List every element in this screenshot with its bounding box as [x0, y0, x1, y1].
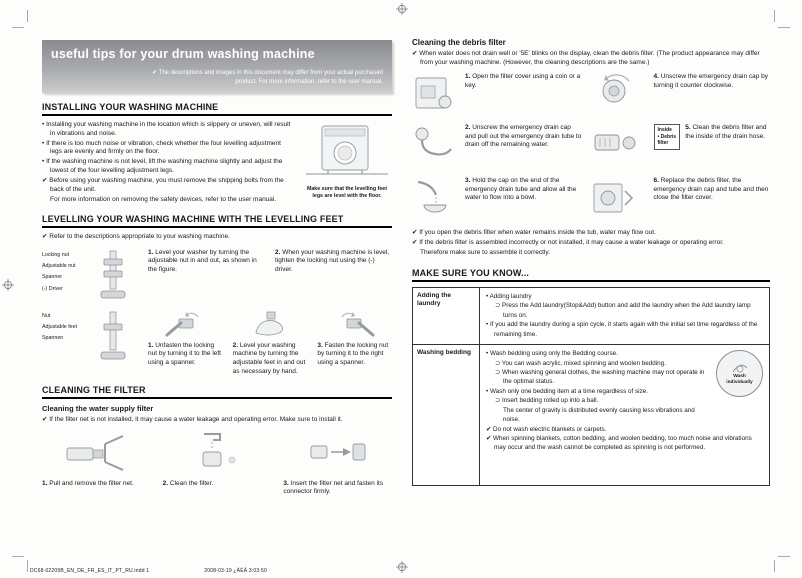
- step-number: 1.: [148, 341, 154, 349]
- diagram-labels: [42, 249, 92, 297]
- filter-step-caption: [283, 480, 392, 497]
- text-line: ⊃ Press the Add laundry(Stop&Add) button and add the laundry when the Add laundry lamp turns on.: [495, 302, 751, 319]
- step-number: 1.: [42, 479, 48, 487]
- adjustable-nut-diagram: [42, 249, 138, 303]
- crop-mark: [774, 560, 775, 572]
- diagram-labels: [42, 310, 92, 347]
- diagram-label: (-) Driver: [42, 285, 63, 292]
- drain-into-bowl-illustration: [412, 177, 456, 221]
- header-banner: [42, 40, 392, 93]
- step-text: Unfasten the locking nut by turning it to the left using a spanner.: [148, 341, 221, 366]
- footer-timestamp: 2008-03-19 ¿ÀÈÄ 3:03:50: [204, 568, 267, 574]
- crop-mark: [12, 27, 24, 28]
- step-text: When your washing machine is level, tighten the locking nut using the (-) driver.: [275, 248, 390, 273]
- step-text: Clean the debris filter and the inside of the drain hose.: [685, 124, 767, 140]
- diagram-label: Nut: [42, 312, 51, 319]
- levelling-heading: LEVELLING YOUR WASHING MACHINE WITH THE LEVELLING FEET: [42, 214, 392, 228]
- crop-mark: [27, 10, 28, 22]
- adjustable-feet-diagram: [42, 310, 138, 364]
- text-line: ⊃ Insert bedding rolled up into a ball.: [495, 397, 599, 405]
- levelling-row-1: [42, 249, 392, 303]
- step-text: Level your washing machine by turning the adjustable feet in and out as necessary by hand.: [232, 341, 306, 375]
- levelling-step: [233, 310, 308, 376]
- step-number: 3.: [465, 177, 471, 185]
- text-line: The center of gravity is distributed evenly causing less vibrations and noise.: [503, 406, 695, 424]
- inside-label-line: Inside: [657, 127, 672, 134]
- step-text: Pull and remove the filter net.: [49, 479, 134, 487]
- diagram-label: Spanner: [42, 274, 63, 281]
- step-text: Unscrew the emergency drain cap and pull out the emergency drain tube to drain off the remaining water.: [465, 124, 582, 149]
- cleaning-filter-heading: CLEANING THE FILTER: [42, 385, 392, 399]
- step-number: 1.: [465, 73, 471, 81]
- step-text: Hold the cap on the end of the emergency drain tube and allow all the water to flow into a bowl.: [465, 177, 577, 202]
- washing-machine-illustration: [304, 121, 390, 179]
- rolled-bedding-icon: [731, 362, 749, 374]
- row-content: [480, 288, 769, 344]
- text-line: • Wash bedding using only the Bedding course.: [486, 350, 618, 358]
- step-number: 3.: [317, 341, 323, 349]
- table-row: [413, 345, 769, 485]
- filter-step: [283, 431, 392, 497]
- inside-debris-filter-label: [654, 124, 681, 150]
- crop-mark: [774, 10, 775, 22]
- registration-mark-icon: [2, 279, 14, 291]
- debris-step: [654, 124, 771, 150]
- debris-warning: ✔ If you open the debris filter when water remains inside the tub, water may flow out.: [412, 229, 656, 237]
- debris-filter-note: ✔ When water does not drain well or '5E' blinks on the display, clean the debris filter. (The product appearance may differ from your washing machine. (However, the cleaning descriptions are the same.): [412, 50, 760, 66]
- installing-section: [42, 121, 392, 205]
- step-text: Unscrew the emergency drain cap by turning it counter clockwise.: [653, 73, 769, 89]
- inside-label-line: • Debris: [657, 133, 677, 140]
- installing-bullet: • If the washing machine is not level, lift the washing machine slightly and adjust the lowest of the four levelling adjustment legs.: [42, 158, 283, 174]
- step-text: Open the filter cover using a coin or a key.: [465, 73, 581, 89]
- crop-mark: [778, 27, 790, 28]
- debris-step: [654, 73, 771, 90]
- levelling-row-2: [42, 310, 392, 376]
- step-number: 2.: [275, 248, 281, 256]
- crop-mark: [778, 556, 790, 557]
- debris-step: [465, 73, 582, 90]
- text-line: • Adding laundry: [486, 292, 532, 300]
- step-number: 3.: [283, 479, 289, 487]
- diagram-label: Adjustable nut: [42, 263, 76, 270]
- page-title: useful tips for your drum washing machine: [51, 47, 315, 61]
- leg-bolt-illustration: [96, 249, 130, 303]
- step-text: Insert the filter net and fasten its connector firmly.: [283, 479, 384, 496]
- replace-filter-illustration: [589, 177, 639, 221]
- footer-filename: DC68-02209B_EN_DE_FR_ES_IT_PT_RU.indd 1: [30, 568, 150, 574]
- step-number: 6.: [653, 177, 659, 185]
- step-number: 2.: [465, 124, 471, 132]
- levelling-step: [275, 249, 392, 275]
- text-line: • If you add the laundry during a spin cycle, it starts again with the initial set time regardless of the remaining time.: [486, 321, 758, 338]
- filter-step-caption: [42, 480, 151, 489]
- water-filter-steps: [42, 431, 392, 497]
- row-content: [480, 345, 769, 485]
- row-label: Washing bedding: [413, 345, 480, 485]
- washer-caption: Make sure that the levelling feet legs are level with the floor.: [306, 186, 388, 199]
- step-number: 2.: [162, 479, 169, 487]
- badge-label: Wash individually: [726, 373, 753, 385]
- spanner-turn-left-illustration: [160, 310, 210, 338]
- filter-step: [42, 431, 151, 497]
- leg-foot-illustration: [96, 310, 130, 364]
- installing-note-continued: For more information on removing the safety devices, refer to the user manual.: [50, 195, 277, 203]
- debris-step: [465, 177, 582, 203]
- print-footer: [30, 568, 267, 574]
- levelling-step: [148, 249, 265, 275]
- step-number: 4.: [653, 73, 659, 81]
- debris-filter-heading: Cleaning the debris filter: [412, 38, 506, 47]
- hand-adjust-illustration: [248, 310, 292, 338]
- levelling-step: [317, 310, 392, 368]
- unscrew-cap-illustration: [589, 73, 639, 113]
- diagram-label: Adjustable feet: [42, 324, 78, 331]
- registration-mark-icon: [396, 3, 408, 15]
- row-label: Adding the laundry: [413, 288, 480, 344]
- step-text: Clean the filter.: [169, 479, 214, 487]
- levelling-step: [148, 310, 223, 368]
- filter-step: [163, 431, 272, 497]
- step-number: 1.: [148, 248, 154, 256]
- installing-bullet: • If there is too much noise or vibration, check whether the four levelling adjustment legs are evenly and firmly on the floor.: [42, 139, 281, 156]
- make-sure-table: [412, 287, 770, 486]
- clean-filter-illustration: [182, 431, 252, 475]
- drain-tube-illustration: [412, 124, 456, 166]
- text-line: • Wash only one bedding item at a time regardless of size.: [486, 387, 648, 395]
- table-row: [413, 288, 769, 345]
- header-note: ✔ The descriptions and images in this document may differ from your actual purchased product. For more information, refer to the user manual.: [152, 70, 383, 85]
- washer-figure: [302, 121, 392, 200]
- left-column: [42, 40, 392, 497]
- crop-mark: [27, 560, 28, 572]
- step-text: Replace the debris filter, the emergency drain cap and tube and then close the filter cover.: [653, 177, 769, 202]
- debris-warning-continued: Therefore make sure to assemble it correctly.: [420, 249, 550, 257]
- clean-debris-filter-illustration: [589, 124, 639, 164]
- diagram-label: Locking nut: [42, 251, 70, 258]
- text-line: ✔ Do not wash electric blankets or carpets.: [486, 425, 607, 433]
- crop-mark: [12, 556, 24, 557]
- pull-filter-net-illustration: [61, 431, 131, 475]
- make-sure-heading: MAKE SURE YOU KNOW...: [412, 268, 770, 282]
- text-line: ✔ When spinning blankets, cotton bedding, and woolen bedding, too much noise and vibrations may occur and the wash cannot be completed as spinning is not performed.: [486, 435, 752, 452]
- wash-individually-badge: [716, 350, 763, 397]
- registration-mark-icon: [396, 561, 408, 573]
- levelling-note: ✔ Refer to the descriptions appropriate to your washing machine.: [42, 233, 230, 241]
- text-line: ⊃ When washing general clothes, the washing machine may not operate in the optimal status.: [495, 368, 705, 386]
- water-filter-note: ✔ If the filter net is not installed, it may cause a water leakage and operating error. Make sure to install it.: [42, 416, 343, 424]
- debris-filter-steps: [412, 73, 770, 221]
- installing-heading: INSTALLING YOUR WASHING MACHINE: [42, 102, 392, 116]
- installing-note: ✔ Before using your washing machine, you must remove the shipping bolts from the back of the unit.: [42, 176, 284, 193]
- debris-step: [654, 177, 771, 203]
- water-filter-subheading: Cleaning the water supply filter: [42, 404, 154, 414]
- filter-step-caption: [163, 480, 272, 489]
- right-column: [412, 38, 770, 486]
- text-line: ⊃ You can wash acrylic, mixed spinning and woolen bedding.: [495, 359, 666, 367]
- debris-warning: ✔ If the debris filter is assembled incorrectly or not installed, it may cause a water leakage or operating error.: [412, 239, 724, 247]
- diagram-label: Spannen: [42, 335, 64, 342]
- open-cover-coin-illustration: [412, 73, 456, 113]
- step-number: 5.: [685, 124, 691, 132]
- inside-label-line: filter: [657, 140, 669, 147]
- step-number: 2.: [232, 341, 239, 349]
- step-text: Fasten the locking nut by turning it to the right using a spanner.: [317, 341, 389, 366]
- insert-filter-illustration: [303, 431, 373, 475]
- spanner-turn-right-illustration: [330, 310, 380, 338]
- installing-bullet: • Installing your washing machine in the location which is slippery or uneven, will result in vibrations and noise.: [42, 121, 291, 137]
- debris-step: [465, 124, 582, 150]
- step-text: Level your washer by turning the adjustable nut in and out, as shown in the figure.: [148, 248, 257, 273]
